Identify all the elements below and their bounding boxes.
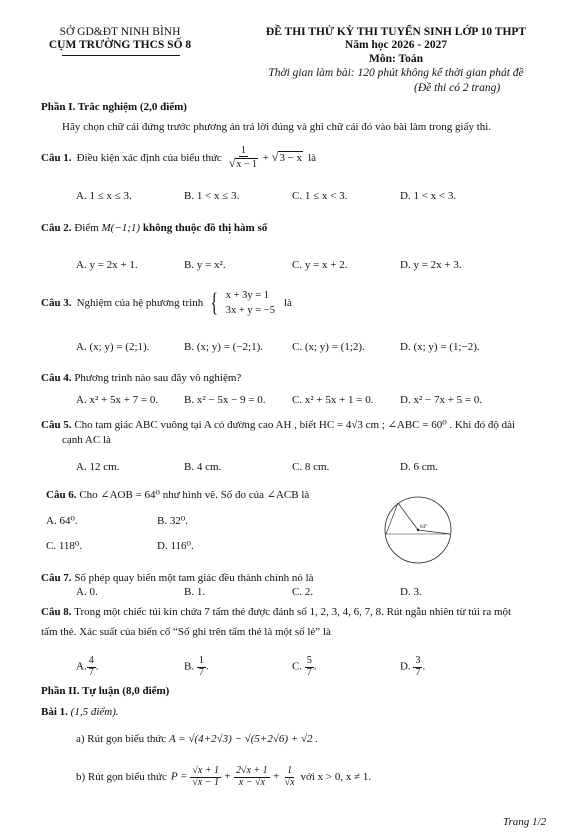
bai-1-label: Bài 1. bbox=[41, 706, 68, 718]
option-b[interactable]: B. y = x². bbox=[184, 259, 226, 271]
question-6 bbox=[46, 488, 309, 501]
option-c[interactable]: C. (x; y) = (1;2). bbox=[292, 341, 365, 353]
question-5 bbox=[41, 418, 515, 431]
option-a[interactable]: A. x² + 5x + 7 = 0. bbox=[76, 394, 159, 406]
part1-instruction: Hãy chọn chữ cái đứng trước phương án trả lời đúng và ghi chữ cái đó vào bài làm trong giấy thi. bbox=[62, 121, 492, 133]
question-4 bbox=[41, 372, 241, 384]
option-a[interactable]: A. 12 cm. bbox=[76, 461, 120, 473]
question-2-text-a: Điểm bbox=[74, 222, 99, 234]
question-1-label: Câu 1. bbox=[41, 152, 72, 164]
subject: Môn: Toán bbox=[368, 53, 423, 65]
radius-ob bbox=[418, 530, 450, 534]
option-c[interactable]: C. 118⁰. bbox=[46, 540, 83, 552]
question-3-tail: là bbox=[283, 297, 292, 309]
question-2-point: M(−1;1) bbox=[101, 222, 141, 234]
question-8-text-a: Trong một chiếc túi kín chứa 7 tấm thẻ được đánh số 1, 2, 3, 4, 6, 7, 8. Rút ngẫu nhiên từ túi ra một bbox=[74, 606, 512, 618]
bai-1b bbox=[76, 760, 371, 794]
option-a[interactable]: A. 1 ≤ x ≤ 3. bbox=[76, 190, 132, 202]
question-2 bbox=[41, 222, 267, 234]
bai-1a-expression: A = √(4+2√3) − √(5+2√6) + √2 . bbox=[169, 733, 319, 745]
option-d[interactable]: D. y = 2x + 3. bbox=[400, 259, 462, 271]
option-b[interactable]: B. 32⁰. bbox=[157, 515, 188, 527]
question-3-label: Câu 3. bbox=[41, 297, 72, 309]
option-b[interactable]: B. 4 cm. bbox=[184, 461, 222, 473]
question-8 bbox=[41, 606, 511, 618]
question-7-text: Số phép quay biến một tam giác đều thành chính nó là bbox=[74, 572, 314, 584]
question-1 bbox=[41, 145, 316, 171]
question-2-label: Câu 2. bbox=[41, 222, 72, 234]
equation-2: 3x + y = −5 bbox=[225, 305, 275, 316]
question-2-options bbox=[76, 259, 546, 275]
question-4-text: Phương trình nào sau đây vô nghiệm? bbox=[74, 372, 242, 384]
school-cluster-name: CỤM TRƯỜNG THCS SỐ 8 bbox=[48, 39, 192, 51]
option-b[interactable]: B. x² − 5x − 9 = 0. bbox=[184, 394, 266, 406]
option-d[interactable]: D. (x; y) = (1;−2). bbox=[400, 341, 480, 353]
option-d[interactable]: D. 6 cm. bbox=[400, 461, 438, 473]
page-number: Trang 1/2 bbox=[503, 816, 547, 828]
exam-title: ĐỀ THI THỬ KỲ THI TUYỂN SINH LỚP 10 THPT bbox=[265, 26, 527, 38]
question-5-options bbox=[76, 461, 546, 477]
question-1-text: Điều kiện xác định của biểu thức bbox=[76, 152, 222, 164]
question-5-text-a: Cho tam giác ABC vuông tại A có đường cao AH , biết HC = 4√3 cm ; ∠ABC = 60⁰ . Khi đó độ dài bbox=[74, 419, 516, 431]
question-8-text-b: tấm thẻ. Xác suất của biến cố “Số ghi trên tấm thẻ là một số lẻ” là bbox=[41, 626, 331, 638]
question-7 bbox=[41, 572, 314, 584]
option-c[interactable]: C. 2. bbox=[292, 586, 314, 598]
option-a[interactable]: A. $\frac{4}{7}$ . bbox=[76, 655, 99, 678]
option-a[interactable]: A. (x; y) = (2;1). bbox=[76, 341, 150, 353]
question-3-options bbox=[76, 341, 546, 357]
option-b[interactable]: B. (x; y) = (−2;1). bbox=[184, 341, 264, 353]
equation-system bbox=[226, 288, 275, 318]
chord-ac bbox=[386, 503, 398, 534]
option-b[interactable]: B. 1 < x ≤ 3. bbox=[184, 190, 240, 202]
option-d[interactable]: D. 3. bbox=[400, 586, 422, 598]
question-6-label: Câu 6. bbox=[46, 489, 77, 501]
question-4-label: Câu 4. bbox=[41, 372, 72, 384]
radius-oa bbox=[398, 503, 418, 530]
option-c[interactable]: C. x² + 5x + 1 = 0. bbox=[292, 394, 374, 406]
option-d[interactable]: D. x² − 7x + 5 = 0. bbox=[400, 394, 483, 406]
bai-1a bbox=[76, 733, 318, 745]
option-d[interactable]: D. 1 < x < 3. bbox=[400, 190, 457, 202]
part2-title: Phần II. Tự luận (8,0 điểm) bbox=[41, 685, 170, 697]
bai-1b-condition: với x > 0, x ≠ 1. bbox=[300, 771, 372, 783]
bai-1-heading bbox=[41, 706, 119, 718]
page-count-note: (Đề thi có 2 trang) bbox=[414, 82, 501, 94]
question-6-text: Cho ∠AOB = 64⁰ như hình vẽ. Số đo của ∠ACB là bbox=[79, 489, 310, 501]
center-point bbox=[417, 529, 419, 531]
question-7-options bbox=[76, 586, 546, 602]
option-d[interactable]: D. $\frac{3}{7}$ . bbox=[400, 655, 426, 678]
option-c[interactable]: C. 1 ≤ x < 3. bbox=[292, 190, 348, 202]
circle-figure bbox=[378, 490, 458, 570]
header-underline bbox=[62, 55, 180, 56]
part1-title: Phần I. Trắc nghiệm (2,0 điểm) bbox=[41, 101, 187, 113]
option-a[interactable]: A. 64⁰. bbox=[46, 515, 78, 527]
question-3-text: Nghiệm của hệ phương trình bbox=[76, 297, 204, 309]
angle-label: 64° bbox=[420, 525, 427, 530]
question-3 bbox=[41, 286, 292, 320]
option-b[interactable]: B. $\frac{1}{7}$ . bbox=[184, 655, 209, 678]
bai-1a-text: a) Rút gọn biểu thức bbox=[76, 733, 167, 745]
department-name: SỞ GD&ĐT NINH BÌNH bbox=[59, 26, 181, 38]
question-8-options bbox=[76, 652, 546, 682]
option-c[interactable]: C. y = x + 2. bbox=[292, 259, 348, 271]
option-b[interactable]: B. 1. bbox=[184, 586, 206, 598]
bai-1-points: (1,5 điểm). bbox=[70, 706, 119, 718]
question-1-expression: $\frac{1}{√x - 1}$ + √3 − x bbox=[228, 144, 303, 170]
equation-1: x + 3y = 1 bbox=[225, 290, 270, 301]
option-c[interactable]: C. 8 cm. bbox=[292, 461, 330, 473]
school-year: Năm học 2026 - 2027 bbox=[344, 39, 448, 51]
question-5-text-b: cạnh AC là bbox=[62, 434, 111, 446]
option-a[interactable]: A. y = 2x + 1. bbox=[76, 259, 138, 271]
question-4-options bbox=[76, 394, 546, 410]
question-5-label: Câu 5. bbox=[41, 419, 72, 431]
question-7-label: Câu 7. bbox=[41, 572, 72, 584]
option-d[interactable]: D. 116⁰. bbox=[157, 540, 194, 552]
question-2-text-b: không thuộc đồ thị hàm số bbox=[142, 222, 268, 234]
question-1-options bbox=[76, 190, 546, 206]
option-a[interactable]: A. 0. bbox=[76, 586, 98, 598]
question-1-tail: là bbox=[308, 152, 317, 164]
time-allowed: Thời gian làm bài: 120 phút không kể thời gian phát đề bbox=[268, 67, 524, 79]
system-brace: { bbox=[210, 288, 219, 317]
option-c[interactable]: C. $\frac{5}{7}$ . bbox=[292, 655, 317, 678]
bai-1b-text: b) Rút gọn biểu thức bbox=[76, 771, 167, 783]
bai-1b-expression: P = $\frac{√x + 1}{√x - 1}$ + $\frac{2√x + 1}{x - √x}$ + $\frac{1}{√x}$ bbox=[170, 765, 295, 788]
question-8-label: Câu 8. bbox=[41, 606, 72, 618]
